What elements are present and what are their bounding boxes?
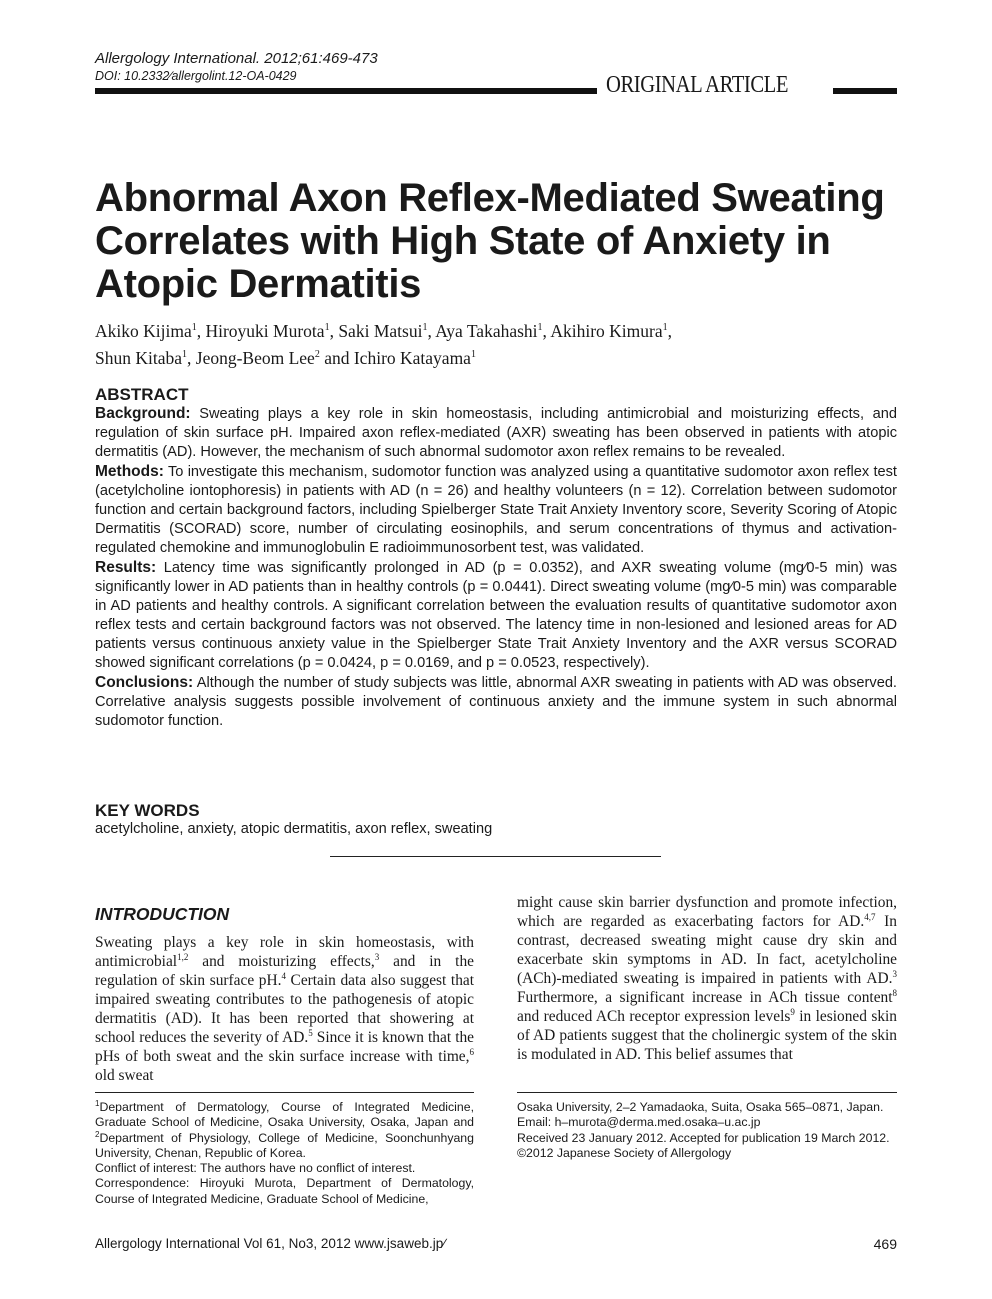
text-run: Furthermore, a significant increase in ACh tissue content <box>517 989 893 1006</box>
author-name: Aya Takahashi <box>435 320 538 341</box>
citation-marker: 4,7 <box>864 911 876 922</box>
copyright: ©2012 Japanese Society of Allergology <box>517 1145 732 1160</box>
results-text: Latency time was significantly prolonged in AD (p = 0.0352), and AXR sweating volume (mg∕0-5 min) was significantly lower in AD patients than in healthy controls (p = 0.0441). Direct sweating volume (mg∕0-5 min) was comparable in AD patients and healthy controls. A significant correlation between the evaluation results of quantitative sudomotor axon reflex tests and certain background factors was not observed. The latency time in non-lesioned and lesioned areas for AD patients versus continuous anxiety value in the Spielberger State Trait Anxiety Inventory and the AXR versus SCORAD showed significant correlations (p = 0.0424, p = 0.0169, and p = 0.0523, respectively). <box>95 560 897 671</box>
citation-marker: 4 <box>281 970 286 981</box>
author-name: Hiroyuki Murota <box>205 320 325 341</box>
author-name: Ichiro Katayama <box>353 347 471 368</box>
header-rule-left <box>95 88 597 94</box>
text-run: Certain data also suggest that impaired sweating contributes to the pathogenesis of atopic dermatitis (AD). It has been reported that showering at school reduces the severity of AD. <box>95 972 474 1046</box>
correspondence-address: Osaka University, 2–2 Yamadaoka, Suita, Osaka 565–0871, Japan. <box>517 1100 884 1114</box>
author-affiliation-marker: 1 <box>191 322 197 333</box>
section-divider <box>330 856 661 857</box>
conclusions-label: Conclusions: <box>95 674 194 691</box>
background-label: Background: <box>95 405 191 422</box>
citation-marker: 5 <box>308 1027 313 1038</box>
text-run: and reduced ACh receptor expression levels <box>517 1008 791 1025</box>
author-list <box>95 316 895 370</box>
abstract-background <box>95 404 897 462</box>
author-name: Jeong-Beom Lee <box>195 347 315 368</box>
aff-marker-1: 1 <box>95 1098 100 1108</box>
doi: DOI: 10.2332∕allergolint.12-OA-0429 <box>95 69 297 83</box>
author-affiliation-marker: 1 <box>470 348 476 360</box>
footnote-rule-right <box>517 1092 897 1093</box>
abstract-conclusions <box>95 673 897 731</box>
citation-marker: 6 <box>469 1046 474 1057</box>
header-rule-right <box>833 88 897 94</box>
author-affiliation-marker: 1 <box>537 322 543 333</box>
abstract-methods <box>95 462 897 558</box>
methods-text: To investigate this mechanism, sudomotor function was analyzed using a quantitative sudomotor axon reflex test (acetylcholine iontophoresis) in patients with AD (n = 26) and healthy volunteers (n = 12). Correlation between sudomotor function and certain background factors, including Spielberger State Trait Anxiety Inventory score, Severity Scoring of Atopic Dermatitis (SCORAD) score, number of circulating eosinophils, and serum concentrations of thymus and activation-regulated chemokine and immunoglobulin E radioimmunosorbent test, was validated. <box>95 464 897 556</box>
affiliation-2: Department of Physiology, College of Medicine, Soonchunhyang University, Chenan, Republic of Korea. <box>95 1130 474 1160</box>
author-affiliation-marker: 1 <box>182 348 188 360</box>
abstract-results <box>95 558 897 673</box>
author-separator: and <box>319 347 354 368</box>
author-name: Shun Kitaba <box>95 347 183 368</box>
text-run: and moisturizing effects, <box>188 953 375 970</box>
aff-marker-2: 2 <box>95 1129 100 1139</box>
author-separator: , <box>329 320 339 341</box>
footnotes-right <box>517 1100 897 1161</box>
author-name: Saki Matsui <box>338 320 423 341</box>
footnote-rule-left <box>95 1092 474 1093</box>
affiliation-1: Department of Dermatology, Course of Integrated Medicine, Graduate School of Medicine, Osaka University, Osaka, Japan and <box>95 1100 474 1130</box>
footer-journal: Allergology International Vol 61, No3, 2012 www.jsaweb.jp∕ <box>95 1236 446 1251</box>
author-affiliation-marker: 2 <box>314 348 320 360</box>
author-affiliation-marker: 1 <box>662 322 668 333</box>
introduction-heading: INTRODUCTION <box>95 904 230 924</box>
author-separator: , <box>667 320 672 341</box>
background-text: Sweating plays a key role in skin homeostasis, including antimicrobial and moisturizing effects, and regulation of skin surface pH. Impaired axon reflex-mediated (AXR) sweating has been observed in patients with atopic dermatitis (AD). However, the mechanism of such abnormal sudomotor axon reflex remains to be revealed. <box>95 406 897 460</box>
text-run: old sweat <box>95 1067 154 1084</box>
results-label: Results: <box>95 559 157 576</box>
journal-citation: Allergology International. 2012;61:469-473 <box>95 50 378 67</box>
footnotes-left <box>95 1100 474 1207</box>
text-run: Sweating plays a key role in skin homeostasis, with antimicrobial <box>95 934 474 970</box>
citation-marker: 8 <box>892 987 897 998</box>
introduction-column-right <box>517 893 897 1064</box>
introduction-column-left <box>95 933 474 1085</box>
author-affiliation-marker: 1 <box>422 322 428 333</box>
author-name: Akihiro Kimura <box>550 320 663 341</box>
author-name: Akiko Kijima <box>95 320 192 341</box>
page-number: 469 <box>873 1236 897 1252</box>
keywords-list: acetylcholine, anxiety, atopic dermatitis, axon reflex, sweating <box>95 821 493 837</box>
article-title: Abnormal Axon Reflex-Mediated Sweating Correlates with High State of Anxiety in Atopic Dermatitis <box>95 176 885 306</box>
author-separator: , <box>196 320 206 341</box>
affiliations <box>95 1100 474 1161</box>
citation-marker: 3 <box>374 951 380 962</box>
author-separator: , <box>187 347 196 368</box>
article-type-label: ORIGINAL ARTICLE <box>606 72 789 98</box>
text-run: In contrast, decreased sweating might cause dry skin and exacerbate skin symptoms in AD. In fact, acetylcholine (ACh)-mediated sweating is impaired in patients with AD. <box>517 913 897 987</box>
author-affiliation-marker: 1 <box>324 322 330 333</box>
correspondence: Correspondence: Hiroyuki Murota, Department of Dermatology, Course of Integrated Medicine, Graduate School of Medicine, <box>95 1176 474 1206</box>
citation-marker: 1,2 <box>177 951 189 962</box>
text-run: and in the regulation of skin surface pH. <box>95 953 474 989</box>
text-run: in lesioned skin of AD patients suggest that the cholinergic system of the skin is modulated in AD. This belief assumes that <box>517 1008 897 1063</box>
abstract-heading: ABSTRACT <box>95 385 189 404</box>
author-separator: , <box>427 320 436 341</box>
citation-marker: 9 <box>790 1006 795 1017</box>
methods-label: Methods: <box>95 463 164 480</box>
conflict-of-interest: Conflict of interest: The authors have no conflict of interest. <box>95 1161 416 1176</box>
email: Email: h–murota@derma.med.osaka–u.ac.jp <box>517 1115 761 1130</box>
text-run: might cause skin barrier dysfunction and promote infection, which are regarded as exacerbating factors for AD. <box>517 894 897 930</box>
citation-marker: 3 <box>892 968 897 979</box>
keywords-heading: KEY WORDS <box>95 801 200 820</box>
conclusions-text: Although the number of study subjects was little, abnormal AXR sweating in patients with AD was observed. Correlative analysis suggests possible involvement of continuous anxiety and the immune system in such abnormal sudomotor function. <box>95 675 897 729</box>
abstract-body <box>95 404 897 731</box>
text-run: Since it is known that the pHs of both sweat and the skin surface increase with time, <box>95 1029 474 1065</box>
author-separator: , <box>542 320 551 341</box>
received-dates: Received 23 January 2012. Accepted for publication 19 March 2012. <box>517 1130 890 1145</box>
